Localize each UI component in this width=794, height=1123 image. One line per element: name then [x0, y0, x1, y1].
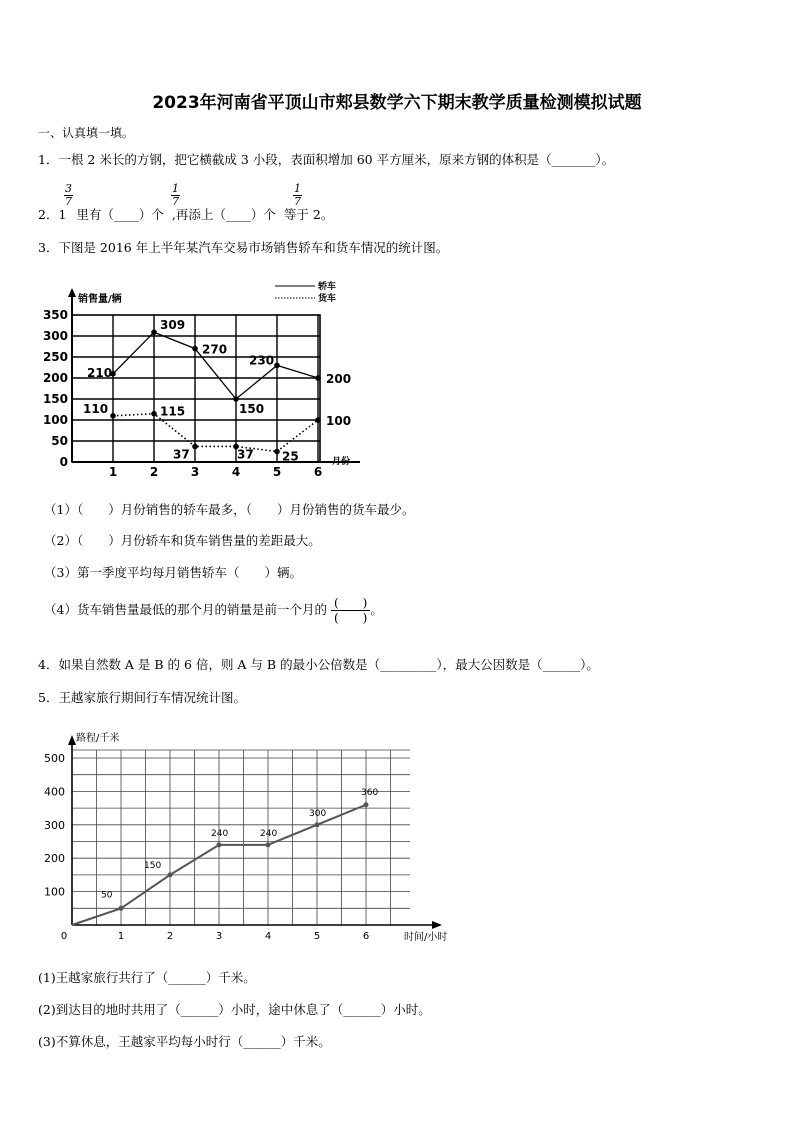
question-5: 5．王越家旅行期间行车情况统计图。 — [38, 690, 246, 705]
y-tick-label: 100 — [44, 885, 65, 899]
truck-value-label: 110 — [83, 401, 109, 416]
distance-point — [168, 872, 173, 877]
sales-line-chart — [40, 280, 370, 480]
x-axis-label: 时间/小时 — [404, 932, 448, 943]
truck-value-label: 25 — [282, 449, 299, 464]
q2-unit-fraction-1 — [171, 183, 180, 208]
distance-point — [266, 842, 271, 847]
x-tick-label: 4 — [231, 465, 241, 479]
truck-value-label: 37 — [173, 447, 190, 462]
distance-value-label: 240 — [211, 828, 229, 839]
truck-value-label: 37 — [237, 447, 254, 462]
q3-sub4-fraction — [331, 596, 370, 625]
q2-unit-num-1: 1 — [172, 182, 179, 195]
car-point — [315, 375, 321, 381]
q3-sub1: （1）（ ）月份销售的轿车最多，（ ）月份销售的货车最少。 — [44, 502, 415, 517]
x-tick-label: 2 — [166, 931, 174, 942]
x-tick-label: 1 — [108, 465, 118, 479]
q2-mixed-fraction — [64, 183, 73, 208]
distance-point — [217, 842, 222, 847]
y-axis-label: 销售量/辆 — [78, 294, 122, 305]
y-tick-label: 200 — [42, 371, 68, 385]
x-tick-label: 0 — [60, 931, 68, 942]
q5-sub1: (1)王越家旅行共行了（______）千米。 — [38, 970, 256, 985]
grid-border — [72, 315, 320, 462]
section-heading: 一、认真填一填。 — [38, 126, 135, 140]
truck-point — [192, 444, 198, 450]
x-tick-label: 3 — [190, 465, 200, 479]
x-tick-label: 5 — [272, 465, 282, 479]
q3-sub3: （3）第一季度平均每月销售轿车（ ）辆。 — [44, 565, 302, 580]
car-point — [274, 363, 280, 369]
q2-prefix: 2．1 — [38, 207, 67, 222]
q2-whole-den: 7 — [65, 195, 72, 208]
y-axis-arrow — [68, 288, 76, 297]
question-1: 1．一根 2 米长的方钢，把它横截成 3 小段，表面积增加 60 平方厘米，原来方钢的体积是（_______）。 — [38, 152, 615, 167]
x-tick-label: 3 — [215, 931, 223, 942]
car-value-label: 210 — [87, 365, 113, 380]
q5-sub3: (3)不算休息，王越家平均每小时行（______）千米。 — [38, 1034, 331, 1049]
question-4: 4．如果自然数 A 是 B 的 6 倍，则 A 与 B 的最小公倍数是（_________），最大公因数是（______）。 — [38, 657, 599, 672]
y-tick-label: 0 — [59, 455, 68, 469]
y-tick-label: 350 — [42, 308, 68, 322]
car-value-label: 200 — [326, 372, 352, 386]
car-point — [233, 396, 239, 402]
q2-part3: 等于 2。 — [283, 207, 334, 222]
car-value-label: 230 — [249, 353, 275, 368]
car-value-label: 309 — [160, 318, 186, 333]
x-tick-label: 6 — [313, 465, 323, 479]
x-tick-label: 5 — [313, 931, 321, 942]
car-value-label: 270 — [202, 342, 228, 357]
q2-unit-den-1: 7 — [172, 195, 179, 208]
q3-sub2: （2）（ ）月份轿车和货车销售量的差距最大。 — [44, 533, 321, 548]
truck-point — [315, 417, 321, 423]
x-tick-label: 1 — [117, 931, 125, 942]
y-tick-label: 300 — [42, 329, 68, 343]
q5-sub2: (2)到达目的地时共用了（______）小时，途中休息了（______）小时。 — [38, 1002, 431, 1017]
y-tick-label: 150 — [42, 392, 68, 406]
distance-value-label: 360 — [361, 787, 379, 798]
y-tick-label: 100 — [42, 413, 68, 427]
x-axis-arrow — [432, 921, 442, 929]
q3-sub4-text: （4）货车销售量最低的那个月的销量是前一个月的 — [44, 602, 327, 617]
y-tick-label: 50 — [51, 434, 68, 448]
truck-value-label: 115 — [160, 404, 186, 419]
truck-point — [274, 449, 280, 455]
q3-sub4-end: 。 — [370, 602, 383, 617]
q2-unit-den-2: 7 — [294, 195, 301, 208]
car-point — [151, 329, 157, 335]
x-tick-label: 6 — [362, 931, 370, 942]
y-tick-label: 300 — [44, 818, 65, 832]
distance-value-label: 240 — [260, 828, 278, 839]
q3-sub4 — [44, 596, 383, 625]
question-3: 3．下图是 2016 年上半年某汽车交易市场销售轿车和货车情况的统计图。 — [38, 240, 449, 255]
y-axis-arrow — [68, 735, 76, 745]
q2-part2: ,再添上（____）个 — [171, 207, 276, 222]
q3-sub4-den: ( ) — [333, 611, 368, 625]
legend-label-truck: 货车 — [318, 294, 337, 304]
q2-unit-fraction-2 — [293, 183, 302, 208]
distance-value-label: 150 — [144, 860, 162, 871]
distance-point — [119, 906, 124, 911]
distance-line-chart — [38, 728, 458, 948]
x-tick-label: 4 — [264, 931, 272, 942]
distance-point — [315, 822, 320, 827]
q2-part1: 里有（____）个 — [76, 207, 164, 222]
x-axis-label: 月份 — [332, 457, 351, 467]
q2-unit-num-2: 1 — [294, 182, 301, 195]
page-title: 2023年河南省平顶山市郏县数学六下期末教学质量检测模拟试题 — [152, 93, 642, 113]
truck-value-label: 100 — [326, 414, 352, 428]
legend-label-car: 轿车 — [318, 282, 337, 292]
y-tick-label: 400 — [44, 785, 65, 799]
distance-point — [364, 802, 369, 807]
y-tick-label: 250 — [42, 350, 68, 364]
y-tick-label: 500 — [44, 752, 65, 765]
y-axis-label: 路程/千米 — [76, 733, 120, 744]
q2-whole-num: 3 — [65, 182, 72, 195]
distance-value-label: 300 — [309, 808, 327, 819]
car-point — [192, 346, 198, 352]
truck-point — [151, 411, 157, 417]
question-2 — [38, 205, 333, 223]
x-tick-label: 2 — [149, 465, 159, 479]
y-tick-label: 200 — [44, 852, 65, 866]
q3-sub4-num: ( ) — [331, 596, 370, 611]
car-value-label: 150 — [239, 402, 265, 416]
distance-value-label: 50 — [101, 890, 113, 901]
truck-point — [110, 413, 116, 419]
